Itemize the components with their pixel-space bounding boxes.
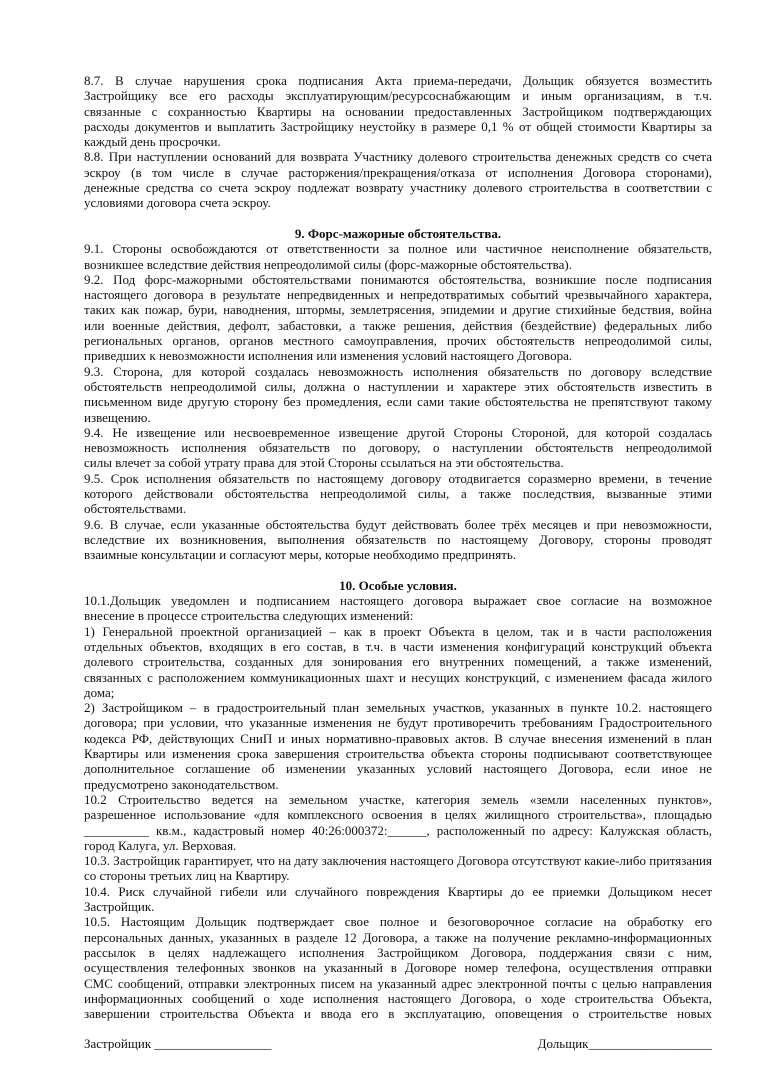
text-line: 2) Застройщиком – в градостроительный план земельных участков, указанных в пункте 10.2. настоящего (84, 700, 712, 716)
text-line: 9.2. Под форс-мажорными обстоятельствами понимаются обстоятельства, возникшие после подписания (84, 271, 712, 287)
text-line: расходы документов и выплатить Застройщику неустойку в размере 0,1 % от общей стоимости Квартиры за (84, 118, 712, 134)
shareholder-signature-line: Дольщик___________________ (537, 1036, 712, 1052)
clause-10-1 (84, 593, 712, 624)
clause-8-8 (84, 149, 712, 210)
text-line: вследствие их возникновения, выполнения обязательств по настоящему Договору, стороны проводят (84, 531, 712, 547)
text-line: силы влечет за собой утрату права для этой Стороны ссылаться на эти обстоятельства. (84, 455, 564, 471)
document-page (84, 73, 712, 1052)
clause-10-1-2 (84, 700, 712, 792)
text-line: 9.3. Сторона, для которой создалась невозможность исполнения обязательств по договору вследствие (84, 363, 712, 379)
text-line: 10.5. Настоящим Дольщик подтверждает свое полное и безоговорочное согласие на обработку его (84, 914, 712, 930)
clause-10-2 (84, 792, 712, 853)
text-line: рассылок в целях надлежащего исполнения Застройщиком Договора, поддержания связи с ним, (84, 944, 712, 960)
text-line: договора; при условии, что указанные изменения не будут противоречить требованиям Градостроительного (84, 715, 712, 731)
text-line: 9.4. Не извещение или несвоевременное извещение другой Стороны Стороной, для которой создалась (84, 424, 712, 440)
text-line: осуществления телефонных звонков на указанный в Договоре номер телефона, осуществления отправки (84, 960, 712, 976)
text-line: разрешенное использование «для комплексного освоения в целях жилищного строительства», площадью (84, 807, 712, 823)
text-line: 9.5. Срок исполнения обязательств по настоящему договору отодвигается соразмерно времени, в течение (84, 470, 712, 486)
text-line: 8.8. При наступлении оснований для возврата Участнику долевого строительства денежных средств со счета (84, 149, 712, 165)
text-line: внесение в процессе строительства следующих изменений: (84, 608, 414, 624)
text-line: 9.1. Стороны освобождаются от ответственности за полное или частичное неисполнение обязательств, (84, 241, 712, 257)
text-line: кодекса РФ, действующих СниП и иных нормативно-правовых актов. В случае внесения изменений в план (84, 730, 712, 746)
section-spacer (84, 211, 712, 226)
section-spacer (84, 563, 712, 578)
text-line: обстоятельствами. (84, 501, 187, 517)
text-line: невозможность исполнения обязательств по договору, о наступлении обстоятельств непреодолимой (84, 440, 712, 456)
clause-8-7 (84, 73, 712, 149)
text-line: эскроу (в том числе в случае расторжения/прекращения/отказа от исполнения Договора сторонами), (84, 164, 712, 180)
clause-10-5 (84, 914, 712, 1021)
text-line: долевого строительства, созданных для зонирования его внутренних помещений, а также изменений, (84, 654, 712, 670)
signature-block (84, 1036, 712, 1051)
text-line: региональных органов, органов местного самоуправления, прочих обстоятельств непреодолимой силы, (84, 333, 712, 349)
text-line: настоящего договора в результате непредвиденных и непредотвратимых событий чрезвычайного характера, (84, 287, 712, 303)
text-line: приведших к невозможности исполнения или изменения условий настоящего Договора. (84, 348, 573, 364)
text-line: условиями договора счета эскроу. (84, 195, 271, 211)
clause-9-6 (84, 517, 712, 563)
text-line: дополнительное соглашение об изменении указанных условий настоящего Договора, если иное не (84, 761, 712, 777)
clause-10-4 (84, 884, 712, 915)
text-line: информационных сообщений о ходе исполнения настоящего Договора, о ходе строительства Объекта, (84, 990, 712, 1006)
clause-10-1-1 (84, 624, 712, 700)
text-line: 10.3. Застройщик гарантирует, что на дату заключения настоящего Договора отсутствуют какие-либо притязания (84, 853, 712, 869)
text-line: Застройщик. (84, 899, 155, 915)
clause-9-4 (84, 425, 712, 471)
text-line: предусмотрено законодательством. (84, 776, 279, 792)
section-heading-9: 9. Форс-мажорные обстоятельства. (294, 225, 502, 241)
text-line: 8.7. В случае нарушения срока подписания Акта приема-передачи, Дольщик обязуется возместить (84, 73, 712, 88)
document-body (84, 73, 712, 1021)
text-line: 9.6. В случае, если указанные обстоятельства будут действовать более трёх месяцев и при невозможности, (84, 516, 712, 532)
text-line: денежные средства со счета эскроу подлежат возврату участнику долевого строительства в соответствии с (84, 180, 712, 196)
text-line: завершении строительства Объекта и ввода его в эксплуатацию, оповещения о строительстве новых (84, 1006, 712, 1022)
text-line: со стороны третьих лиц на Квартиру. (84, 868, 290, 884)
text-line: 10.1.Дольщик уведомлен и подписанием настоящего договора выражает свое согласие на возможное (84, 593, 712, 609)
text-line: персональных данных, указанных в разделе 12 Договора, а также на получение рекламно-информационных (84, 929, 712, 945)
text-line: таких как пожар, бури, наводнения, штормы, землетрясения, эпидемии и другие стихийные бедствия, война (84, 302, 712, 318)
clause-9-3 (84, 364, 712, 425)
text-line: 10.4. Риск случайной гибели или случайного повреждения Квартиры до ее приемки Дольщиком несет (84, 883, 712, 899)
text-line: возникшее вследствие действия непреодолимой силы (форс-мажорные обстоятельства). (84, 256, 572, 272)
text-line: связанные с сохранностью Квартиры на основании предоставленных Застройщиком подтверждающих (84, 103, 712, 119)
text-line: письменном виде другую сторону без промедления, если сами такие обстоятельства не препятствуют такому (84, 394, 712, 410)
clause-9-5 (84, 471, 712, 517)
text-line: каждый день просрочки. (84, 134, 221, 150)
text-line: отдельных объектов, входящих в его состав, в т.ч. в части изменения конфигураций конструкций объекта (84, 638, 712, 654)
text-line: Застройщику все его расходы эксплуатирующим/ресурсоснабжающим и иным организациям, в т.ч. (84, 88, 712, 104)
text-line: или военные действия, дефолт, забастовки, а также решения, действия (бездействие) федеральных либо (84, 317, 712, 333)
clause-9-1 (84, 241, 712, 272)
text-line: Квартиры или изменения срока завершения строительства объекта стороны подписывают соответствующее (84, 746, 712, 762)
text-line: извещению. (84, 409, 151, 425)
text-line: 10.2 Строительство ведется на земельном участке, категория земель «земли населенных пунктов», (84, 791, 712, 807)
text-line: обстоятельств непреодолимой силы, должна о наступлении и характере этих обстоятельств известить в (84, 378, 712, 394)
text-line: СМС сообщений, отправки электронных писем на указанный адрес электронной почты с целью направления (84, 975, 712, 991)
text-line: которого действовали обстоятельства непреодолимой силы, а также последствия, вызванные этими (84, 486, 712, 502)
developer-signature-line: Застройщик __________________ (84, 1036, 272, 1052)
clause-9-2 (84, 272, 712, 364)
text-line: взаимные консультации и согласуют меры, которые необходимо предпринять. (84, 547, 517, 563)
text-line: город Калуга, ул. Верховая. (84, 837, 237, 853)
text-line: дома; (84, 684, 115, 700)
text-line: __________ кв.м., кадастровый номер 40:26:000372:______, расположенный по адресу: Калужская область, (84, 822, 712, 838)
clause-10-3 (84, 853, 712, 884)
section-heading-10: 10. Особые условия. (339, 577, 457, 593)
text-line: 1) Генеральной проектной организацией – как в проект Объекта в целом, так и в части расположения (84, 623, 712, 639)
text-line: связанных с расположением коммуникационных шахт и несущих конструкций, с изменением фасада жилого (84, 669, 712, 685)
